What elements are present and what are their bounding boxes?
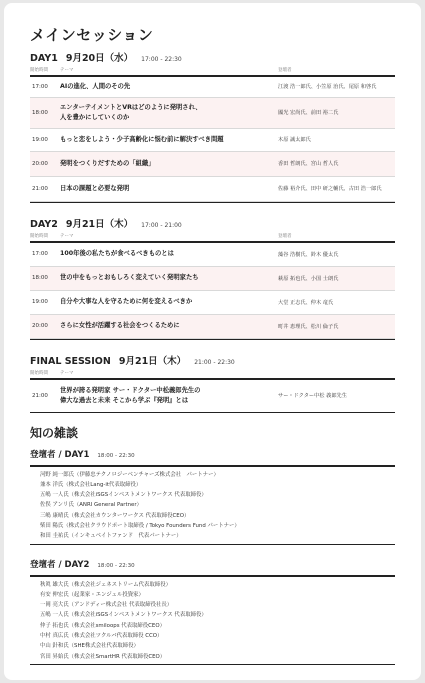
event-schedule-page: [4, 3, 421, 680]
speaker-list: [30, 577, 395, 664]
session-speakers: 江渡 浩一郎氏、小笠原 治氏、尾原 和啓氏: [278, 84, 377, 90]
divider: [30, 412, 395, 414]
speaker-list: [30, 467, 395, 544]
day1-section: [30, 53, 395, 203]
col-theme: テーマ: [60, 68, 74, 73]
final-header: [30, 356, 395, 369]
day2-time: 17:00 - 21:00: [141, 222, 182, 229]
final-section: [30, 356, 395, 413]
list-item: 三嶋 康晴氏（株式会社カウンターワークス 代表取締役CEO）: [40, 512, 190, 519]
day1-header: [30, 53, 395, 66]
day2-label: DAY2: [30, 219, 58, 230]
session-topic: [60, 386, 278, 406]
list-item: 柴田 陽氏（株式会社クラウドポート取締役 / Tokyo Founders Fund パートナー）: [40, 522, 240, 529]
knowledge-day1-header: [30, 449, 395, 462]
session-topic: 発明をつくりだすための「組織」: [60, 159, 155, 167]
session-row: [30, 291, 395, 315]
day2-header: [30, 219, 395, 232]
session-speakers: 木原 誠太郎氏: [278, 137, 311, 143]
session-row: [30, 129, 395, 152]
session-row: [30, 267, 395, 291]
day1-label: DAY1: [30, 53, 58, 64]
list-item: 中山 針和氏（SHE株式会社代表取締役）: [40, 643, 139, 650]
col-speakers: 登壇者: [278, 234, 292, 239]
session-topic: 世の中をもっとおもしろく変えていく発明家たち: [60, 274, 199, 281]
session-topic: 日本の課題と必要な発明: [60, 184, 130, 192]
session-speakers: 國光 宏尚氏、前田 裕二氏: [278, 110, 339, 116]
session-time: 18:00: [32, 275, 48, 281]
list-item: 仲子 拓也氏（株式会社smiloops 代表取締役CEO）: [40, 622, 165, 629]
session-topic-line2: 人を豊かにしていくのか: [60, 113, 130, 121]
knowledge-day2-header: [30, 559, 395, 572]
session-time: 21:00: [32, 185, 48, 192]
session-speakers: 香田 哲朗氏、宮山 哲人氏: [278, 161, 339, 167]
col-start: 開始時間: [30, 371, 48, 376]
session-topic: [60, 103, 278, 123]
session-time: 19:00: [32, 136, 48, 143]
list-item: 和田 圭祐氏（インキュベイトファンド 代表パートナー）: [40, 533, 182, 540]
list-item: 五嶋 一人氏（株式会社iSGSインベストメントワークス 代表取締役）: [40, 492, 207, 499]
list-item: 兼本 洋氏（株式会社Lang-it代表取締役）: [40, 481, 142, 488]
knowledge-day1-time: 18:00 - 22:30: [97, 453, 135, 459]
session-row: [30, 243, 395, 267]
session-topic: AIの進化、人間のその先: [60, 82, 131, 90]
list-item: 宮田 昇始氏（株式会社SmartHR 代表取締役CEO）: [40, 653, 166, 660]
session-speakers: 萩原 拓也氏、小国 士朗氏: [278, 275, 339, 282]
knowledge-day1-label: 登壇者 / DAY1: [30, 450, 90, 460]
session-time: 20:00: [32, 160, 48, 167]
session-time: 19:00: [32, 299, 48, 305]
day1-date: 9月20日（水）: [65, 53, 134, 64]
session-row: [30, 152, 395, 177]
session-row: [30, 77, 395, 98]
list-item: 中村 真広氏（株式会社ツクルバ代表取締役 CCO）: [40, 633, 163, 640]
session-time: 21:00: [32, 392, 48, 399]
day1-time: 17:00 - 22:30: [141, 56, 182, 63]
session-topic: 100年後の私たちが食べるべきものとは: [60, 250, 174, 257]
col-speakers: 登壇者: [278, 68, 292, 73]
col-theme: テーマ: [60, 371, 74, 376]
session-row: [30, 315, 395, 339]
divider: [30, 664, 395, 666]
final-label: FINAL SESSION: [30, 356, 111, 367]
session-speakers: 佐藤 裕介氏、田中 研之輔氏、古田 浩一郎氏: [278, 186, 382, 192]
list-item: 一岡 亮大氏（アンドディー株式会社 代表取締役社長）: [40, 602, 173, 609]
session-topic-line1: 世界が誇る発明家 サー・ドクター中松義郎先生の: [60, 386, 201, 394]
list-item: 有安 伸宏氏（起業家・エンジェル投資家）: [40, 591, 144, 598]
day2-section: [30, 219, 395, 340]
session-speakers: 藻谷 浩樹氏、鈴木 優太氏: [278, 251, 339, 258]
final-column-headers: [30, 370, 395, 378]
knowledge-day2-label: 登壇者 / DAY2: [30, 560, 90, 571]
col-start: 開始時間: [30, 68, 48, 73]
day2-column-headers: [30, 233, 395, 241]
session-topic: もっと恋をしよう・少子高齢化に悩む前に解決すべき問題: [60, 135, 224, 143]
session-time: 17:00: [32, 251, 48, 257]
knowledge-title: 知の雑談: [30, 426, 79, 440]
col-theme: テーマ: [60, 234, 74, 239]
session-topic: 自分や大事な人を守るために何を変えるべきか: [60, 298, 193, 305]
knowledge-day1-section: [30, 449, 395, 545]
session-speakers: 大堂 正志氏、仲木 竜氏: [278, 299, 334, 306]
session-time: 18:00: [32, 109, 48, 116]
list-item: 秋眞 雄大氏（株式会社ジェネストリーム代表取締役）: [40, 581, 171, 588]
divider: [30, 339, 395, 341]
session-speakers: サー・ドクター中松 義郎先生: [278, 393, 347, 399]
session-speakers: 町井 恵理氏、松川 倫子氏: [278, 323, 339, 330]
final-date: 9月21日（木）: [118, 356, 187, 367]
list-item: 五嶋 一人氏（株式会社iSGSインベストメントワークス 代表取締役）: [40, 612, 207, 619]
session-time: 17:00: [32, 83, 48, 90]
list-item: 佐俣 アンリ氏（ANRI General Partner）: [40, 502, 142, 509]
list-item: 河野 純一郎氏（伊藤忠テクノロジーベンチャーズ株式会社 パートナー）: [40, 471, 219, 478]
session-topic-line1: エンターテイメントとVRはどのように発明され、: [60, 103, 202, 111]
session-row: [30, 98, 395, 129]
knowledge-day2-time: 18:00 - 22:30: [97, 563, 135, 570]
col-start: 開始時間: [30, 234, 48, 239]
day1-column-headers: [30, 67, 395, 75]
day2-date: 9月21日（木）: [65, 219, 134, 230]
session-row: [30, 380, 395, 412]
session-time: 20:00: [32, 323, 48, 329]
session-topic-line2: 偉大な過去と未来 そこから学ぶ『発明』とは: [60, 396, 189, 404]
session-row: [30, 177, 395, 202]
main-session-title: メインセッション: [30, 26, 154, 44]
divider: [30, 202, 395, 204]
final-time: 21:00 - 22:30: [194, 359, 235, 366]
divider: [30, 544, 395, 546]
knowledge-day2-section: [30, 559, 395, 665]
session-topic: さらに女性が活躍する社会をつくるために: [60, 322, 180, 329]
